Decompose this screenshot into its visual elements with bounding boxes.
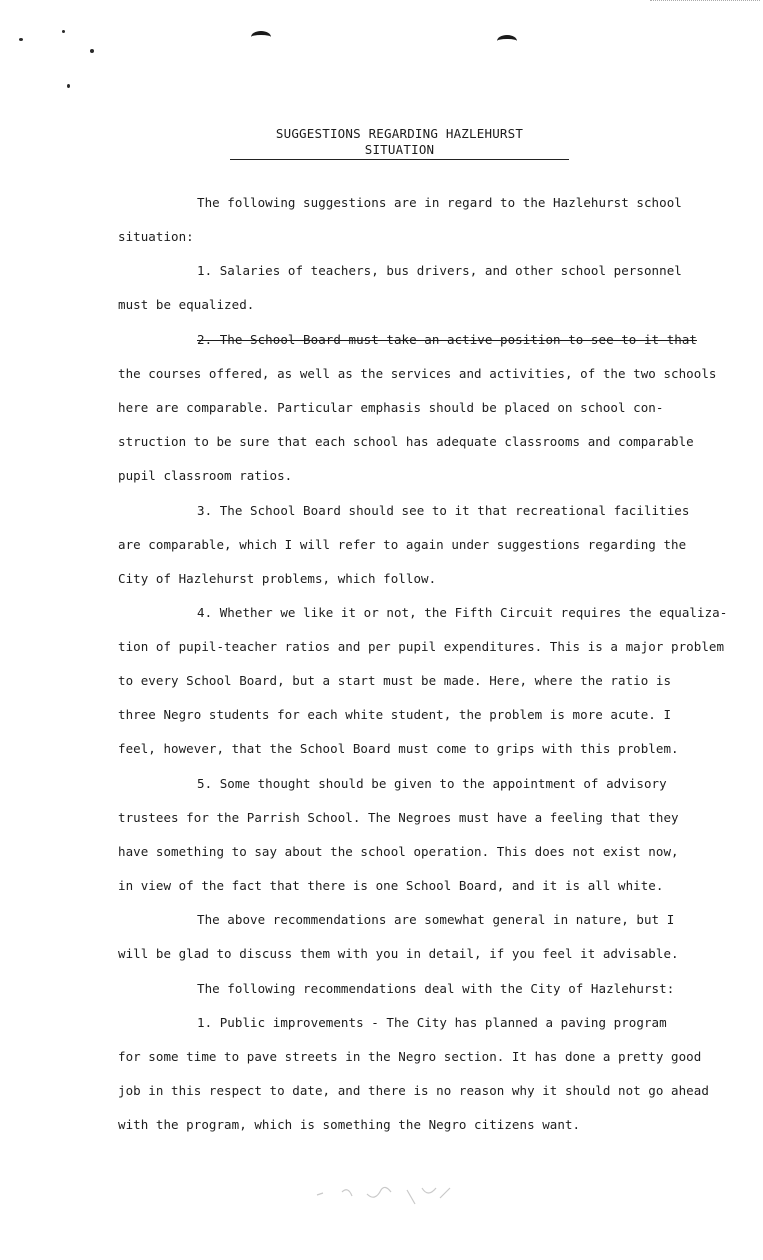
- body-line: tion of pupil-teacher ratios and per pupil expenditures. This is a major problem: [118, 639, 725, 654]
- body-line: struction to be sure that each school has adequate classrooms and comparable: [118, 434, 694, 449]
- body-line: here are comparable. Particular emphasis should be placed on school con-: [118, 400, 664, 415]
- body-line: The following suggestions are in regard to the Hazlehurst school: [197, 195, 682, 210]
- body-line: 1. Public improvements - The City has planned a paving program: [197, 1015, 667, 1030]
- scan-speck: [19, 38, 23, 41]
- body-line: situation:: [118, 229, 194, 244]
- body-line: 5. Some thought should be given to the appointment of advisory: [197, 776, 667, 791]
- body-line: to every School Board, but a start must be made. Here, where the ratio is: [118, 673, 672, 688]
- body-line: the courses offered, as well as the services and activities, of the two schools: [118, 366, 717, 381]
- body-line: with the program, which is something the Negro citizens want.: [118, 1117, 581, 1132]
- body-line: 2. The School Board must take an active position to see to it that: [197, 332, 697, 347]
- body-line: The following recommendations deal with the City of Hazlehurst:: [197, 981, 675, 996]
- title-underline: [230, 159, 569, 160]
- document-title: [230, 126, 569, 158]
- title-line-1: SUGGESTIONS REGARDING HAZLEHURST: [275, 126, 524, 141]
- body-line: 1. Salaries of teachers, bus drivers, and other school personnel: [197, 263, 682, 278]
- body-line: City of Hazlehurst problems, which follow.: [118, 571, 437, 586]
- body-line: feel, however, that the School Board must come to grips with this problem.: [118, 741, 679, 756]
- body-line: have something to say about the school operation. This does not exist now,: [118, 844, 679, 859]
- body-line: 3. The School Board should see to it that recreational facilities: [197, 503, 690, 518]
- scan-edge-dots: [650, 0, 760, 5]
- scan-speck: [62, 30, 65, 33]
- body-line: 4. Whether we like it or not, the Fifth Circuit requires the equaliza-: [197, 605, 728, 620]
- body-line: pupil classroom ratios.: [118, 468, 293, 483]
- body-line: three Negro students for each white student, the problem is more acute. I: [118, 707, 672, 722]
- faint-stamp-mark: [312, 1180, 462, 1210]
- body-line: in view of the fact that there is one School Board, and it is all white.: [118, 878, 664, 893]
- body-line: The above recommendations are somewhat general in nature, but I: [197, 912, 675, 927]
- body-line: will be glad to discuss them with you in detail, if you feel it advisable.: [118, 946, 679, 961]
- body-line: trustees for the Parrish School. The Negroes must have a feeling that they: [118, 810, 679, 825]
- body-line: for some time to pave streets in the Negro section. It has done a pretty good: [118, 1049, 702, 1064]
- scan-speck: [90, 49, 94, 53]
- body-line: job in this respect to date, and there is no reason why it should not go ahead: [118, 1083, 709, 1098]
- punch-hole-right: [497, 35, 517, 47]
- title-line-2: SITUATION: [364, 142, 435, 157]
- punch-hole-left: [251, 31, 271, 43]
- body-line: must be equalized.: [118, 297, 255, 312]
- scan-speck: [67, 84, 70, 88]
- body-line: are comparable, which I will refer to again under suggestions regarding the: [118, 537, 687, 552]
